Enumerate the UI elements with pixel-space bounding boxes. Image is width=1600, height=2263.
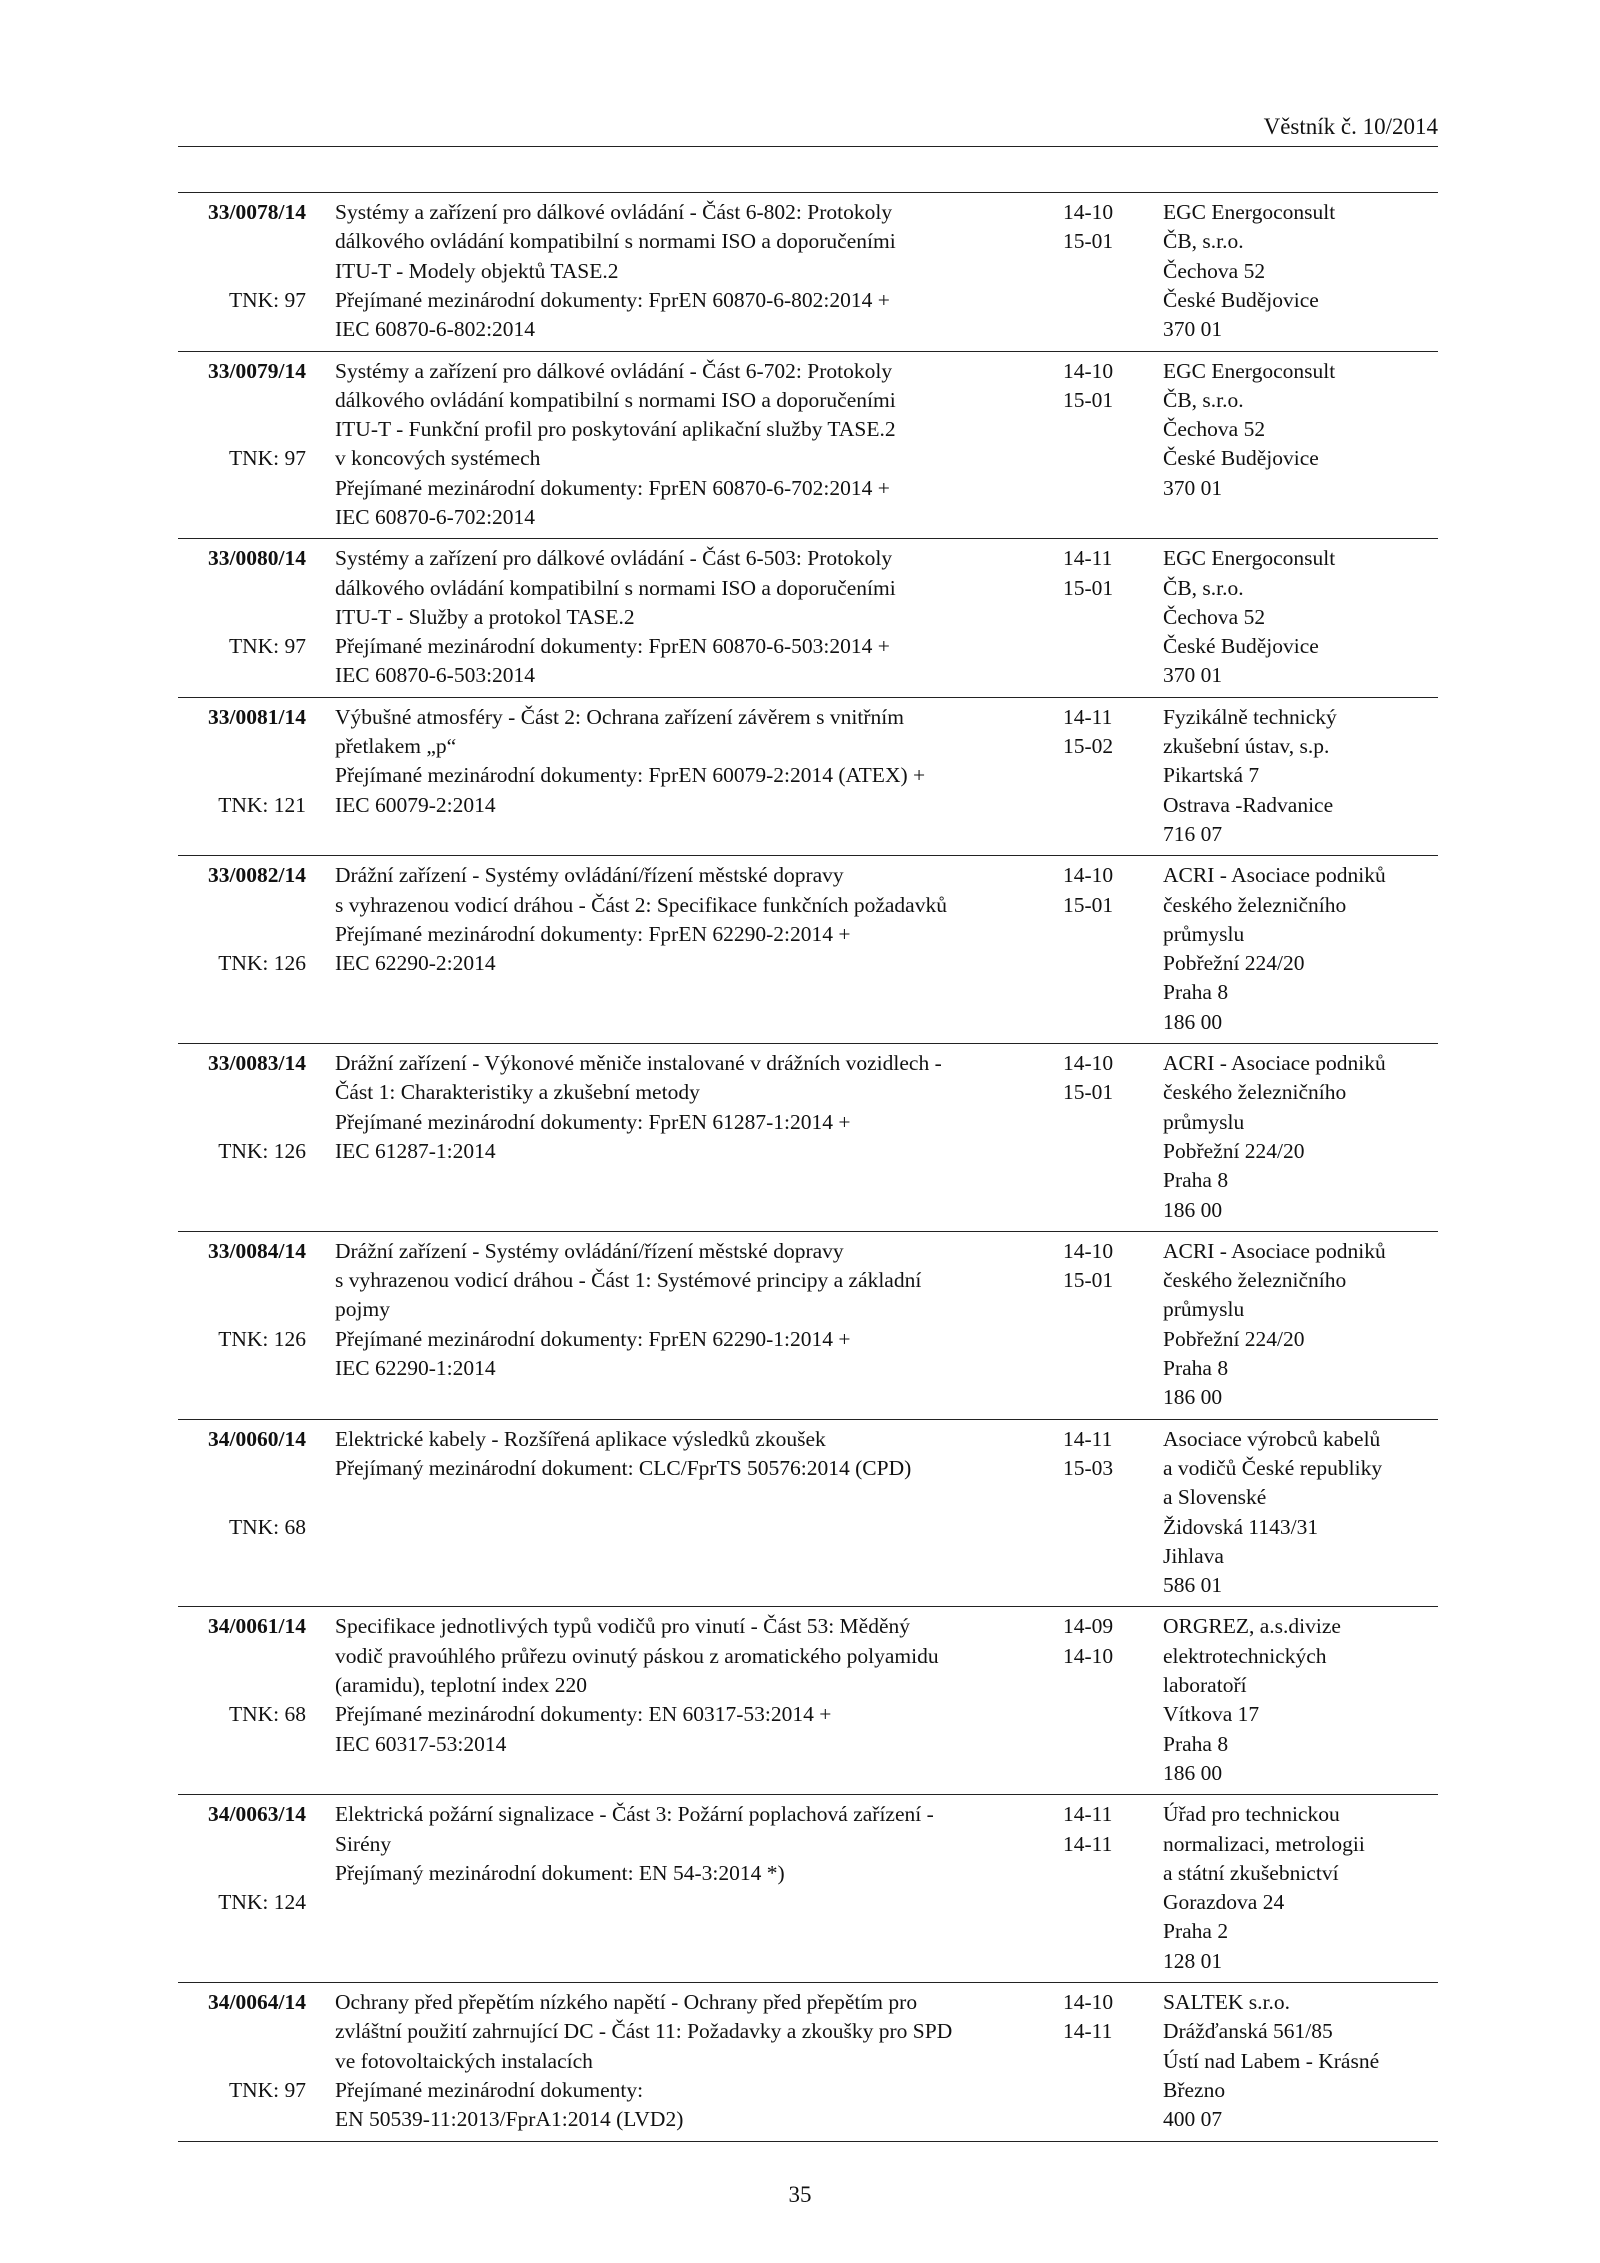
standard-id-cell (178, 1237, 306, 1351)
table-row (178, 1232, 1438, 1420)
dates-cell (1063, 198, 1143, 257)
description-line: pojmy (335, 1297, 390, 1322)
standard-number: 33/0081/14 (208, 704, 306, 729)
description-line: Elektrické kabely - Rozšířená aplikace výsledků zkoušek (335, 1426, 826, 1451)
organization-line: Čechova 52 (1163, 604, 1266, 629)
organization-line: České Budějovice (1163, 446, 1319, 471)
date-value: 14-11 (1063, 1426, 1113, 1451)
organization-line: Pobřežní 224/20 (1163, 951, 1305, 976)
description-line: IEC 62290-2:2014 (335, 951, 496, 976)
description-cell (335, 1237, 1035, 1383)
organization-line: ACRI - Asociace podniků (1163, 1238, 1386, 1263)
organization-cell (1163, 861, 1438, 1037)
tnk-label: TNK: 68 (228, 1702, 306, 1727)
description-cell (335, 357, 1035, 533)
organization-line: EGC Energoconsult (1163, 546, 1336, 571)
description-line: Přejímané mezinárodní dokumenty: FprEN 61287-1:2014 + (335, 1109, 851, 1134)
table-row (178, 1420, 1438, 1608)
table-row (178, 856, 1438, 1044)
description-line: zvláštní použití zahrnující DC - Část 11: Požadavky a zkoušky pro SPD (335, 2019, 953, 2044)
tnk-label: TNK: 126 (218, 1138, 306, 1163)
tnk-label: TNK: 121 (218, 792, 306, 817)
standard-id-cell (178, 1800, 306, 1915)
description-line: v koncových systémech (335, 446, 541, 471)
organization-line: průmyslu (1163, 921, 1245, 946)
standard-id-cell (178, 544, 306, 659)
table-row (178, 352, 1438, 540)
description-line: Přejímané mezinárodní dokumenty: FprEN 60870-6-503:2014 + (335, 634, 890, 659)
description-cell (335, 1800, 1035, 1888)
standard-id-cell (178, 1425, 306, 1539)
description-line: Drážní zařízení - Systémy ovládání/řízení městské dopravy (335, 1238, 844, 1263)
description-line: Specifikace jednotlivých typů vodičů pro vinutí - Část 53: Měděný (335, 1614, 911, 1639)
description-line: Přejímaný mezinárodní dokument: CLC/FprTS 50576:2014 (CPD) (335, 1455, 912, 1480)
organization-line: Jihlava (1163, 1543, 1224, 1568)
description-line: IEC 62290-1:2014 (335, 1356, 496, 1381)
tnk-label: TNK: 97 (228, 287, 306, 312)
organization-line: České Budějovice (1163, 287, 1319, 312)
date-value: 15-03 (1063, 1455, 1114, 1480)
description-line: Přejímaný mezinárodní dokument: EN 54-3:2014 *) (335, 1860, 785, 1885)
organization-line: ČB, s.r.o. (1163, 575, 1244, 600)
description-line: ve fotovoltaických instalacích (335, 2048, 593, 2073)
organization-line: normalizaci, metrologii (1163, 1831, 1365, 1856)
organization-line: Úřad pro technickou (1163, 1802, 1340, 1827)
organization-line: EGC Energoconsult (1163, 200, 1336, 224)
organization-cell (1163, 703, 1438, 849)
description-line: Systémy a zařízení pro dálkové ovládání - Část 6-503: Protokoly (335, 546, 893, 571)
tnk-label: TNK: 97 (228, 446, 306, 471)
dates-cell (1063, 1049, 1143, 1108)
organization-line: 400 07 (1163, 2107, 1223, 2132)
organization-line: SALTEK s.r.o. (1163, 1990, 1291, 2015)
table-row (178, 193, 1438, 352)
description-line: IEC 60079-2:2014 (335, 792, 496, 817)
description-line: Ochrany před přepětím nízkého napětí - Ochrany před přepětím pro (335, 1990, 918, 2015)
page-header (178, 110, 1438, 147)
table-row (178, 1983, 1438, 2142)
organization-line: Praha 8 (1163, 980, 1229, 1005)
organization-line: Gorazdova 24 (1163, 1890, 1285, 1915)
description-cell (335, 703, 1035, 820)
date-value: 14-11 (1063, 1802, 1113, 1827)
date-value: 14-11 (1063, 704, 1113, 729)
date-value: 14-10 (1063, 358, 1114, 383)
date-value: 14-10 (1063, 1051, 1114, 1076)
organization-line: Vítkova 17 (1163, 1702, 1260, 1727)
description-line: dálkového ovládání kompatibilní s normami ISO a doporučeními (335, 575, 896, 600)
organization-line: a Slovenské (1163, 1485, 1267, 1510)
date-value: 14-11 (1063, 546, 1113, 571)
organization-line: Praha 8 (1163, 1168, 1229, 1193)
table-row (178, 1607, 1438, 1795)
dates-cell (1063, 1612, 1143, 1671)
organization-line: EGC Energoconsult (1163, 358, 1336, 383)
organization-line: a vodičů České republiky (1163, 1455, 1383, 1480)
description-cell (335, 544, 1035, 690)
organization-line: ACRI - Asociace podniků (1163, 1051, 1386, 1076)
standard-number: 33/0082/14 (208, 863, 306, 888)
organization-line: 186 00 (1163, 1760, 1223, 1785)
organization-cell (1163, 1612, 1438, 1788)
description-cell (335, 1988, 1035, 2134)
table-row (178, 698, 1438, 857)
organization-cell (1163, 357, 1438, 503)
dates-cell (1063, 861, 1143, 920)
organization-line: 586 01 (1163, 1573, 1223, 1598)
tnk-label: TNK: 124 (218, 1890, 306, 1915)
standard-id-cell (178, 703, 306, 817)
standards-table (178, 192, 1438, 2142)
standard-number: 33/0084/14 (208, 1238, 306, 1263)
standard-id-cell (178, 1049, 306, 1163)
organization-line: 186 00 (1163, 1385, 1223, 1410)
tnk-label: TNK: 126 (218, 951, 306, 976)
organization-cell (1163, 1425, 1438, 1601)
standard-number: 33/0080/14 (208, 546, 306, 571)
dates-cell (1063, 703, 1143, 762)
description-line: Přejímané mezinárodní dokumenty: FprEN 62290-2:2014 + (335, 921, 851, 946)
description-line: Přejímané mezinárodní dokumenty: (335, 2077, 644, 2102)
date-value: 14-11 (1063, 2019, 1113, 2044)
standard-number: 34/0060/14 (208, 1426, 306, 1451)
description-line: Systémy a zařízení pro dálkové ovládání - Část 6-802: Protokoly (335, 200, 893, 224)
description-line: Elektrická požární signalizace - Část 3: Požární poplachová zařízení - (335, 1802, 934, 1827)
organization-line: Pobřežní 224/20 (1163, 1138, 1305, 1163)
organization-line: České Budějovice (1163, 634, 1319, 659)
description-line: dálkového ovládání kompatibilní s normami ISO a doporučeními (335, 387, 896, 412)
organization-line: Praha 2 (1163, 1919, 1229, 1944)
date-value: 15-01 (1063, 575, 1114, 600)
dates-cell (1063, 544, 1143, 603)
organization-line: průmyslu (1163, 1109, 1245, 1134)
organization-line: a státní zkušebnictví (1163, 1860, 1339, 1885)
organization-cell (1163, 1988, 1438, 2134)
organization-cell (1163, 1049, 1438, 1225)
date-value: 15-02 (1063, 734, 1114, 759)
organization-line: Čechova 52 (1163, 417, 1266, 442)
organization-line: 186 00 (1163, 1009, 1223, 1034)
date-value: 14-10 (1063, 1643, 1114, 1668)
organization-line: elektrotechnických (1163, 1643, 1327, 1668)
organization-line: 370 01 (1163, 475, 1223, 500)
description-line: dálkového ovládání kompatibilní s normami ISO a doporučeními (335, 229, 896, 254)
description-line: IEC 60870-6-503:2014 (335, 663, 536, 688)
page-number: 35 (788, 2182, 812, 2207)
organization-line: Praha 8 (1163, 1731, 1229, 1756)
organization-line: Pobřežní 224/20 (1163, 1326, 1305, 1351)
description-line: s vyhrazenou vodicí dráhou - Část 1: Systémové principy a základní (335, 1268, 922, 1293)
date-value: 14-10 (1063, 1990, 1114, 2015)
description-line: ITU-T - Služby a protokol TASE.2 (335, 604, 635, 629)
standard-number: 33/0078/14 (208, 200, 306, 224)
standard-number: 33/0079/14 (208, 358, 306, 383)
standard-id-cell (178, 1988, 306, 2102)
standard-id-cell (178, 1612, 306, 1727)
organization-line: 716 07 (1163, 821, 1223, 846)
tnk-label: TNK: 68 (228, 1514, 306, 1539)
standard-number: 34/0061/14 (208, 1614, 306, 1639)
description-line: ITU-T - Funkční profil pro poskytování aplikační služby TASE.2 (335, 417, 896, 442)
description-line: Sirény (335, 1831, 392, 1856)
organization-line: laboratoří (1163, 1673, 1247, 1698)
dates-cell (1063, 1425, 1143, 1484)
organization-line: Březno (1163, 2077, 1226, 2102)
description-cell (335, 1612, 1035, 1758)
organization-line: českého železničního (1163, 1080, 1347, 1105)
organization-line: 370 01 (1163, 663, 1223, 688)
organization-line: Ústí nad Labem - Krásné (1163, 2048, 1380, 2073)
organization-cell (1163, 198, 1438, 344)
description-line: Část 1: Charakteristiky a zkušební metody (335, 1080, 700, 1105)
organization-line: Ostrava -Radvanice (1163, 792, 1334, 817)
description-line: Přejímané mezinárodní dokumenty: FprEN 60079-2:2014 (ATEX) + (335, 763, 926, 788)
organization-line: Praha 8 (1163, 1356, 1229, 1381)
organization-line: ČB, s.r.o. (1163, 229, 1244, 254)
organization-line: Asociace výrobců kabelů (1163, 1426, 1381, 1451)
table-row (178, 539, 1438, 698)
description-cell (335, 1049, 1035, 1166)
organization-line: Fyzikálně technický (1163, 704, 1337, 729)
table-row (178, 1795, 1438, 1983)
description-line: EN 50539-11:2013/FprA1:2014 (LVD2) (335, 2107, 684, 2132)
description-line: Drážní zařízení - Výkonové měniče instalované v drážních vozidlech - (335, 1051, 942, 1076)
description-line: IEC 60870-6-802:2014 (335, 317, 536, 342)
description-line: (aramidu), teplotní index 220 (335, 1673, 587, 1698)
organization-cell (1163, 1800, 1438, 1976)
organization-line: Pikartská 7 (1163, 763, 1260, 788)
organization-line: Čechova 52 (1163, 258, 1266, 283)
description-line: Přejímané mezinárodní dokumenty: EN 60317-53:2014 + (335, 1702, 832, 1727)
table-row (178, 1044, 1438, 1232)
date-value: 15-01 (1063, 892, 1114, 917)
description-line: Přejímané mezinárodní dokumenty: FprEN 62290-1:2014 + (335, 1326, 851, 1351)
date-value: 14-11 (1063, 1831, 1113, 1856)
organization-line: českého železničního (1163, 1268, 1347, 1293)
date-value: 15-01 (1063, 1080, 1114, 1105)
organization-line: 128 01 (1163, 1948, 1223, 1973)
bulletin-title: Věstník č. 10/2014 (1263, 114, 1438, 139)
description-line: Systémy a zařízení pro dálkové ovládání - Část 6-702: Protokoly (335, 358, 893, 383)
standard-id-cell (178, 861, 306, 976)
organization-line: Židovská 1143/31 (1163, 1514, 1319, 1539)
standard-id-cell (178, 198, 306, 312)
date-value: 14-10 (1063, 1238, 1114, 1263)
description-line: IEC 61287-1:2014 (335, 1138, 496, 1163)
description-line: IEC 60317-53:2014 (335, 1731, 507, 1756)
date-value: 15-01 (1063, 387, 1114, 412)
dates-cell (1063, 357, 1143, 416)
description-cell (335, 198, 1035, 344)
dates-cell (1063, 1237, 1143, 1296)
organization-line: průmyslu (1163, 1297, 1245, 1322)
tnk-label: TNK: 97 (228, 634, 306, 659)
organization-line: zkušební ústav, s.p. (1163, 734, 1330, 759)
date-value: 15-01 (1063, 1268, 1114, 1293)
description-line: přetlakem „p“ (335, 734, 457, 759)
standard-number: 34/0063/14 (208, 1802, 306, 1827)
description-line: s vyhrazenou vodicí dráhou - Část 2: Specifikace funkčních požadavků (335, 892, 947, 917)
description-line: Výbušné atmosféry - Část 2: Ochrana zařízení závěrem s vnitřním (335, 704, 904, 729)
organization-line: ORGREZ, a.s.divize (1163, 1614, 1341, 1639)
date-value: 14-10 (1063, 863, 1114, 888)
organization-line: 186 00 (1163, 1197, 1223, 1222)
standard-number: 33/0083/14 (208, 1051, 306, 1076)
organization-line: 370 01 (1163, 317, 1223, 342)
standard-number: 34/0064/14 (208, 1990, 306, 2015)
standard-id-cell (178, 357, 306, 471)
tnk-label: TNK: 126 (218, 1326, 306, 1351)
organization-cell (1163, 544, 1438, 690)
description-line: Přejímané mezinárodní dokumenty: FprEN 60870-6-802:2014 + (335, 287, 890, 312)
date-value: 15-01 (1063, 229, 1114, 254)
description-line: Drážní zařízení - Systémy ovládání/řízení městské dopravy (335, 863, 844, 888)
organization-cell (1163, 1237, 1438, 1413)
description-line: Přejímané mezinárodní dokumenty: FprEN 60870-6-702:2014 + (335, 475, 890, 500)
description-cell (335, 861, 1035, 978)
description-line: IEC 60870-6-702:2014 (335, 504, 536, 529)
dates-cell (1063, 1988, 1143, 2047)
description-line: ITU-T - Modely objektů TASE.2 (335, 258, 619, 283)
organization-line: českého železničního (1163, 892, 1347, 917)
date-value: 14-09 (1063, 1614, 1114, 1639)
organization-line: Drážďanská 561/85 (1163, 2019, 1333, 2044)
organization-line: ACRI - Asociace podniků (1163, 863, 1386, 888)
description-line: vodič pravoúhlého průřezu ovinutý páskou z aromatického polyamidu (335, 1643, 939, 1668)
tnk-label: TNK: 97 (228, 2077, 306, 2102)
date-value: 14-10 (1063, 200, 1114, 224)
dates-cell (1063, 1800, 1143, 1859)
description-cell (335, 1425, 1035, 1484)
organization-line: ČB, s.r.o. (1163, 387, 1244, 412)
